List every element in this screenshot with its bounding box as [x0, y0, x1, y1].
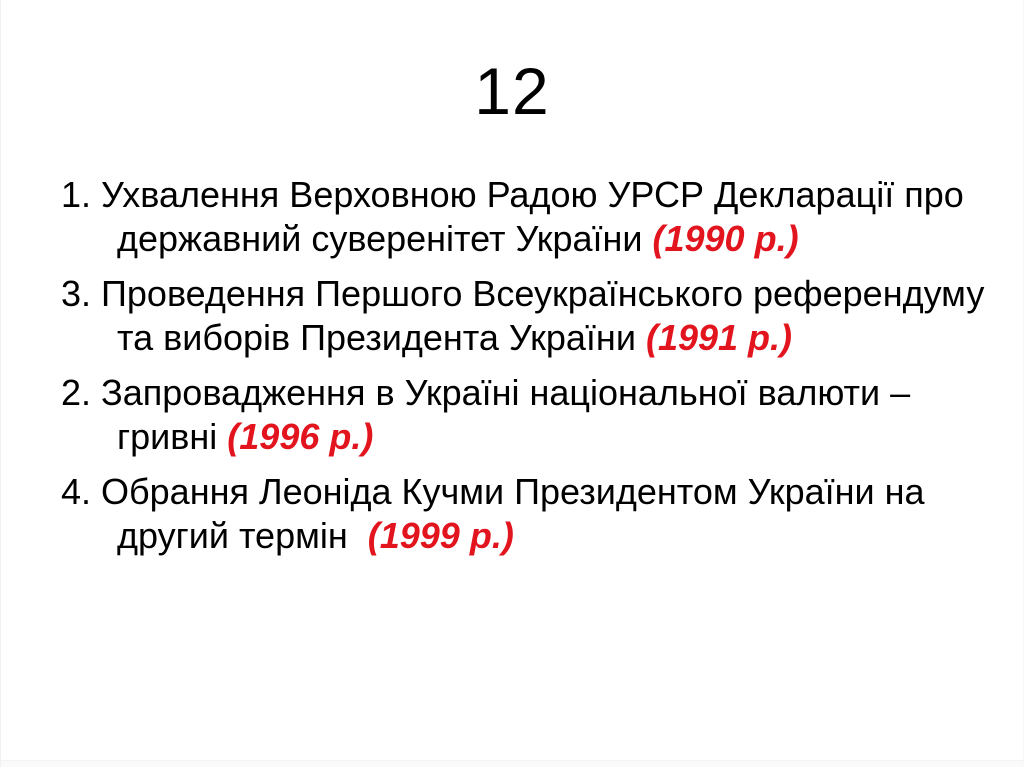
- list-item-text: 2. Запровадження в Україні національної валюти – гривні: [61, 372, 911, 457]
- list-item-date: (1996 р.): [227, 415, 374, 457]
- list-item-date: (1990 р.): [652, 217, 799, 259]
- slide-bottom-edge: [1, 760, 1023, 767]
- list-item: [61, 272, 989, 359]
- slide-title: 12: [474, 54, 550, 128]
- list-item-date: (1991 р.): [645, 316, 793, 358]
- list-item: [61, 173, 989, 260]
- list-item: [61, 470, 989, 557]
- list-item-text: 3. Проведення Першого Всеукраїнського референдуму та виборів Президента України: [61, 273, 985, 358]
- list-item: [61, 371, 989, 458]
- list-item-text: 4. Обрання Леоніда Кучми Президентом України на другий термін: [61, 471, 925, 556]
- list-item-date: (1999 р.): [367, 514, 514, 556]
- slide-body-list: [61, 173, 989, 557]
- list-item-text: 1. Ухвалення Верховною Радою УРСР Декларації про державний суверенітет України: [61, 174, 964, 259]
